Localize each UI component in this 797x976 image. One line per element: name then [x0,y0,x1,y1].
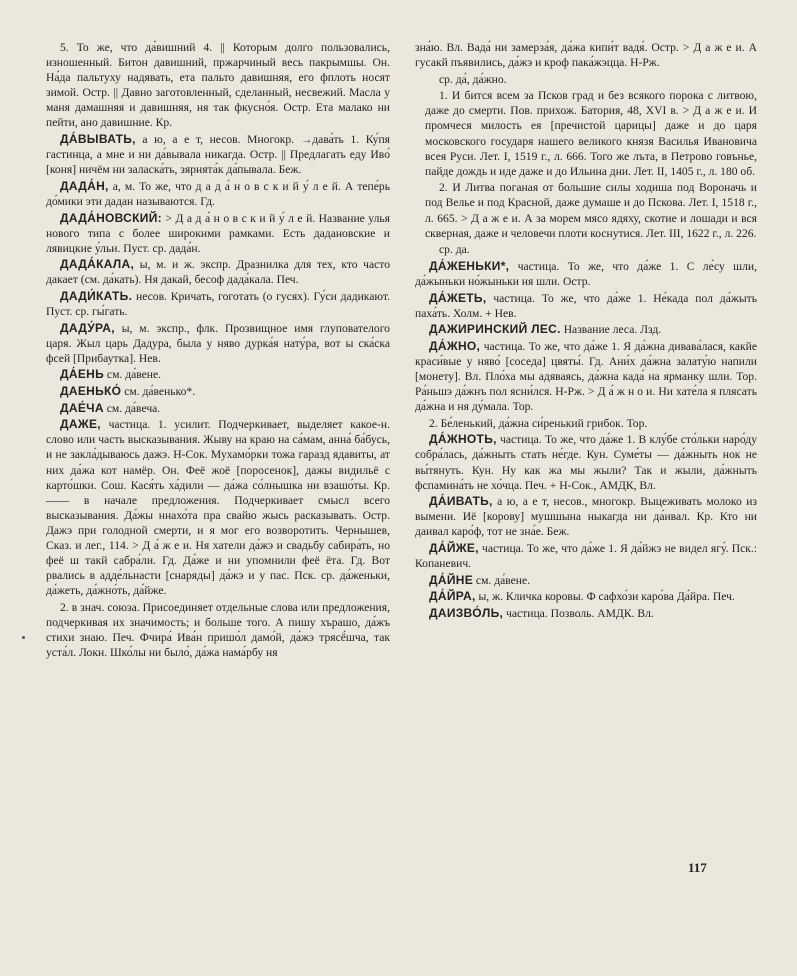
dictionary-entry [46,401,390,416]
entry-headword: ДА́ЖНОТЬ, [429,432,497,447]
entry-text: частица. То же, что да́же 1. Я да́йжэ не видел ягу́. Пск.: Копаневич. [415,542,757,571]
entry-headword: ДАДУ́РА, [60,320,115,335]
entry-headword: ДА́ЖЕНЬКИ*, [429,258,510,273]
dictionary-entry [46,211,390,256]
entry-headword: ДАЕ́ЧА [60,400,104,415]
entry-text: 2. И Литва поганая от большие силы ходиша под Вороначь и под Велье и под Красной, даже думаше и до Пскова. Лет. I, 1518 г., л. 665. > Д а ж е и. А за морем мясо ядяху, скотие и лошади и вся скверная, даже и человечи плоти коснутися. Лет. III, 1622 г., л. 226. [425,181,757,240]
dictionary-entry [415,589,757,604]
entry-headword: ДА́ЖЕТЬ, [429,290,487,305]
entry-headword: ДА́ЕНЬ [60,367,105,382]
dictionary-entry [415,494,757,539]
dictionary-entry [415,180,757,240]
dictionary-entry [415,606,757,621]
entry-headword: ДАДИ́КАТЬ. [60,289,133,303]
entry-text: Название леса. Лзд. [563,323,662,337]
dictionary-entry [415,259,757,289]
dictionary-entry [46,179,390,209]
entry-headword: ДА́ВЫВАТЬ, [60,132,136,147]
dictionary-entry [415,242,757,257]
entry-text: ы, м. и ж. экспр. Дразнилка для тех, кто часто дакает (см. да́кать). Ня дакай, бесоф дада́кала. Печ. [46,258,391,287]
entry-headword: ДАЖЕ, [60,417,101,432]
dictionary-entry [415,541,757,571]
dictionary-entry [46,257,390,287]
entry-text: ы, м. экспр., флк. Прозвищное имя глупователого царя. Жыл царь Дадура, была у няво дурка́я нату́ра, вот ы ска́ска фсей [Прибаутка]. Нев. [46,321,390,365]
entry-text: 2. в знач. союза. Присоединяет отдельные слова или предложения, подчеркивая их значимость; и больше того. А пишу хърашо, да́жъ стихи знаю. Печ. Фчира́ Ива́н пришо́л дамо́й, да́жэ трясё́шча, так уста́л. Локн. Шко́лы ни было́, да́жа нама́рбу ня [46,600,390,660]
dictionary-entry [415,88,757,179]
entry-text: а ю, а е т, несов. Многокр. →дава́ть 1. Ку́пя гастинца, а мне и ни да́вывала никагда. Остр. || Предлагать еду Иво́ [коня] ничём ни заласка́ть, зярнята́к да́пывала. Беж. [46,133,390,177]
dictionary-entry [415,40,757,70]
entry-text: ы, ж. Кличка коровы. Ф сафхо́зи каро́ва Да́йра. Печ. [478,590,735,604]
entry-headword: ДАДА́Н, [60,178,109,193]
entry-text: частица. То же, что да́же 1. Не́када пол да́жыть паха́ть. Холм. + Нев. [415,291,757,320]
dictionary-entry [415,322,757,337]
entry-text: частица. Позволь. АМДК. Вл. [506,606,654,620]
entry-headword: ДА́ЙНЕ [429,572,474,587]
entry-headword: ДА́ЖНО, [429,338,481,353]
entry-headword: ДА́ЙЖЕ, [429,541,479,555]
dictionary-entry [46,40,390,131]
entry-headword: ДАДА́КАЛА, [60,257,135,272]
page-number: 117 [688,860,707,875]
entry-text: частица. То же, что да́же 1. В клу́бе сто́льки наро́ду собра́лась, да́жныть стать не́где. Кун. Суме́ты — да́жныть нок не вы́тянуть. Кун. Ну как жа мы жыли? Так и жыли, да́жныть фспамина́ть не хо́чца. Печ. + Н-Сок., АМДК, Вл. [415,433,757,492]
dictionary-entry [46,600,390,660]
entry-headword: ДА́ИВАТЬ, [429,494,493,509]
entry-text: а, м. То же, что д а д а́ н о в с к и й у́ л е й. А тепе́рь до́мики эти дадан называются. Гд. [46,179,390,208]
dictionary-entry [46,321,390,366]
entry-text: см. да́венько*. [124,385,196,399]
dictionary-entry [415,72,757,87]
dictionary-entry [46,417,390,598]
dictionary-entry [415,432,757,492]
entry-text: 1. И бится всем за Псков град и без всякого порока с литвою, даже до смерти. Пов. прихож. Батория, 48, XVI в. > Д а ж е и. И промчеся милость ея [пречистой царицы] даже и до царя московского государя нашего великого князя Василья Ивановича всея Руси. Лет. I, 1519 г., л. 666. Того же лъта, в Петрово говънье, пайде дождь и иде даже и до Ильина дни. Лет. II, 1405 г., л. 180 об. [425,89,757,178]
entry-headword: ДАЕНЬКО́ [60,384,122,399]
dictionary-entry [46,367,390,382]
entry-text: ср. да. [439,243,470,257]
entry-text: зна́ю. Вл. Вада́ ни замерза́я, да́жа кипи́т вадя́. Остр. > Д а ж е и. А гусакй пъявились, да́жэ и кроф пака́жэцца. Н-Рж. [415,41,757,70]
entry-headword: ДАДА́НОВСКИЙ: [60,210,162,225]
entry-text: частица. 1. усилит. Подчеркивает, выделяет какое-н. слово или часть высказывания. Жыву на краю на са́мам, анна́ ба́бусь, и не закла́дываюсь дажэ. Н-Сок. Мухамо́рки тожа гаразд ядавиты, ат них да́жа кот намёр. Он. Феё жоё [поросенок], дажы видильё с карто́шки. Сош. Кася́ть ха́дили — да́жа со́лнышка ни взашо́ты. Кр. —— в начале предложения. Подчеркивает смысл всего высказывания. Да́жы ннахо́та пра свайю жысь расказывать. Остр. Дажэ при голодной смерти, и я мог его возворотить. Чернышев, Сказ. и лег., 114. > Д а́ ж е и. Ня хатели да́жэ и свадьбу сабира́ть, но феё ш такй сабра́ли. Гд. Да́же и ни упомнили феё ёта. Гд. Вот рвались в адде́льнасти [снаряды] да́жэ и у пас. Пск. ср. да́женьки, да́жеть, да́жно́ть, да́йже. [46,418,390,598]
entry-text: частица. То же, что да́же 1. С ле́су шли, да́жыньки но́жыньки ня шли. Остр. [415,259,757,288]
dictionary-entry [415,573,757,588]
dictionary-entry [415,291,757,321]
entry-text: см. да́вене. [475,573,531,587]
right-column [415,40,757,622]
dictionary-entry [46,384,390,399]
entry-text: > Д а д а́ н о в с к и й у́ л е й. Название улья нового типа с более широкими рамками. Есть дадановские и лявицкие у́льи. Пуст. ср. дада́н. [46,211,391,255]
entry-text: 2. Бе́ленький, да́жна си́ренький грибок. Тор. [429,416,648,430]
entry-headword: ДАЖИРИНСКИЙ ЛЕС. [429,322,561,337]
entry-text: несов. Кричать, гоготать (о гусях). Гу́си дадикают. Пуст. ср. гы́гать. [46,290,391,319]
dictionary-entry [415,339,757,414]
dictionary-entry [46,132,390,177]
entry-text: а ю, а е т, несов., многокр. Выцеживать молоко из вымени. Иё [корову] мушшына ныкагда ни да́ивал. Кр. Кто ни даивал каро́ф, тот не зна́е. Беж. [415,495,757,539]
entry-headword: ДА́ЙРА, [429,589,476,604]
entry-headword: ДАИЗВО́ЛЬ, [429,605,504,620]
left-column [46,40,390,662]
entry-text: частица. То же, что да́же 1. Я да́жна дивава́лася, какйе краси́вые у няво́ [соседа] цвяты́. Гд. Ани́х да́жна залату́ю напили [монету]. Вл. Пло́ха мы адяваясь, да́жна када́ на ярманку шли. Тор. Ра́ньшэ да́жнъ пол ясни́лся. Н-Рж. > Д а́ ж н о и. Ни хате́ла я плясать да́жна и ня ду́мала. Тор. [415,339,757,414]
entry-text: ср. да́, да́жно. [439,72,507,86]
entry-text: см. да́веча. [106,401,161,415]
dictionary-entry [46,289,390,319]
margin-speck [22,636,25,639]
entry-text: см. да́вене. [106,368,162,382]
entry-text: 5. То же, что да́вишний 4. || Которым долго пользовались, изношенный. Битон давишний, пржарчиный весь пакрымшы. Он. На́да пальтуху надявать, ета пальто давишняя, его фплоть носят зимой. Остр. || Давно заготовленный, сделанный, несвежий. Масла у маня дамашняя и давишняя, ня так фкусно́я. Остр. Ета малако ни пейти, ано давишние. Кр. [46,41,390,130]
dictionary-entry [415,416,757,431]
